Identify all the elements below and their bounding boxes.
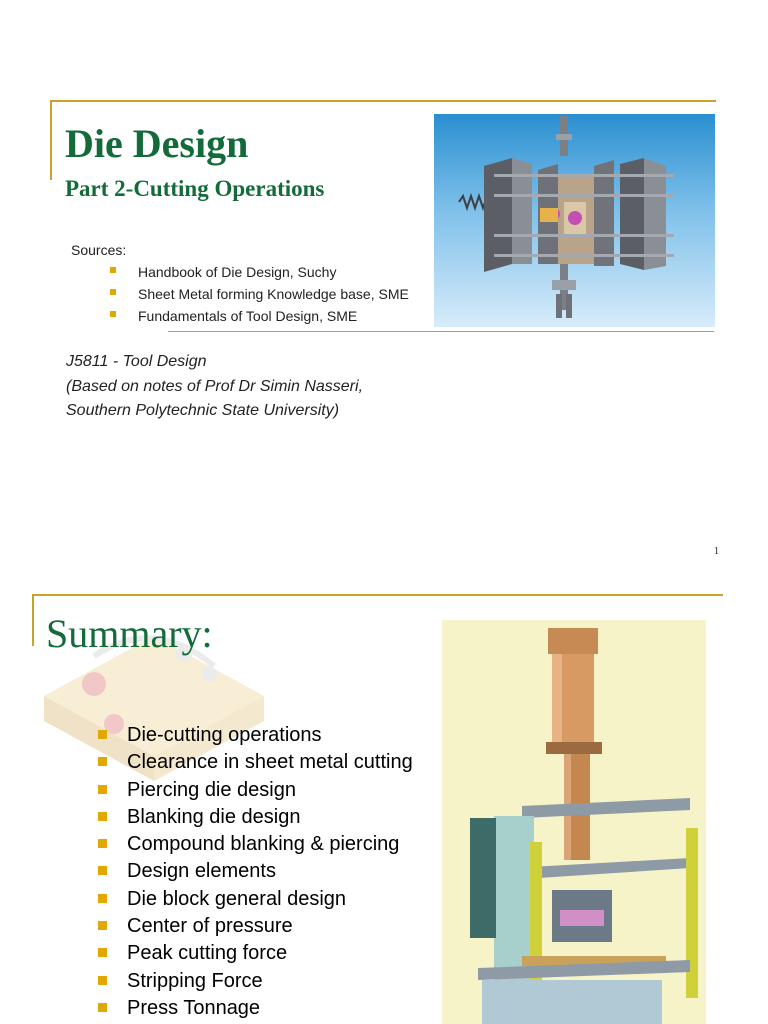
bullet-icon: [98, 894, 107, 903]
summary-text: Compound blanking & piercing: [127, 833, 400, 856]
bullet-icon: [98, 730, 107, 739]
summary-text: Die-cutting operations: [127, 724, 322, 746]
bullet-icon: [110, 311, 116, 317]
bullet-icon: [98, 757, 107, 766]
summary-item: [98, 804, 413, 831]
source-item: [108, 306, 409, 328]
source-text: Fundamentals of Tool Design, SME: [138, 308, 358, 324]
summary-text: Piercing die design: [127, 778, 296, 801]
course-info: [66, 350, 363, 424]
bullet-icon: [98, 866, 107, 875]
summary-text: Blanking die design: [127, 805, 301, 828]
summary-text: Design elements: [127, 860, 276, 883]
summary-text: Stripping Force: [127, 969, 263, 992]
die-assembly-icon: [434, 114, 715, 327]
source-item: [108, 262, 409, 284]
summary-text: Clearance in sheet metal cutting: [127, 751, 413, 774]
summary-item: [98, 995, 413, 1022]
summary-item: [98, 913, 413, 940]
source-text: Sheet Metal forming Knowledge base, SME: [138, 286, 409, 302]
summary-text: Press Tonnage: [127, 996, 261, 1019]
summary-item: [98, 722, 413, 749]
summary-text: Center of pressure: [127, 915, 293, 938]
summary-text: Peak cutting force: [127, 942, 288, 965]
slide2-top-rule: [32, 594, 723, 596]
summary-list: [98, 722, 413, 1022]
bullet-icon: [98, 785, 107, 794]
source-text: Handbook of Die Design, Suchy: [138, 264, 337, 280]
bullet-icon: [98, 921, 107, 930]
bullet-icon: [98, 948, 107, 957]
course-line: Southern Polytechnic State University): [66, 402, 340, 419]
sources-label: Sources:: [71, 242, 127, 258]
course-line: (Based on notes of Prof Dr Simin Nasseri,: [66, 377, 364, 395]
hydraulic-press-image: [442, 620, 706, 1024]
summary-item: [98, 831, 413, 858]
source-item: [108, 284, 409, 306]
bullet-icon: [110, 267, 116, 273]
slide1-subtitle: Part 2-Cutting Operations: [65, 176, 325, 201]
summary-item: [98, 968, 413, 995]
bullet-icon: [98, 976, 107, 985]
summary-item: [98, 858, 413, 885]
page-number: 1: [714, 546, 719, 557]
die-assembly-image: [434, 114, 715, 327]
summary-item: [98, 777, 413, 804]
slide1-title: Die Design: [65, 121, 249, 166]
bullet-icon: [110, 289, 116, 295]
summary-item: [98, 886, 413, 913]
bullet-icon: [98, 839, 107, 848]
summary-text: Die block general design: [127, 887, 347, 910]
bullet-icon: [98, 1003, 107, 1012]
sources-list: [108, 262, 409, 328]
summary-item: [98, 940, 413, 967]
bullet-icon: [98, 812, 107, 821]
summary-item: [98, 749, 413, 776]
slide1-left-rule: [50, 100, 52, 180]
slide1-top-rule: [50, 100, 716, 102]
slide1-bottom-rule: [168, 331, 714, 332]
slide2-title: Summary:: [46, 611, 213, 656]
slide2-left-rule: [32, 594, 34, 646]
course-line: J5811 - Tool Design: [66, 353, 207, 370]
hydraulic-press-icon: [442, 620, 706, 1024]
